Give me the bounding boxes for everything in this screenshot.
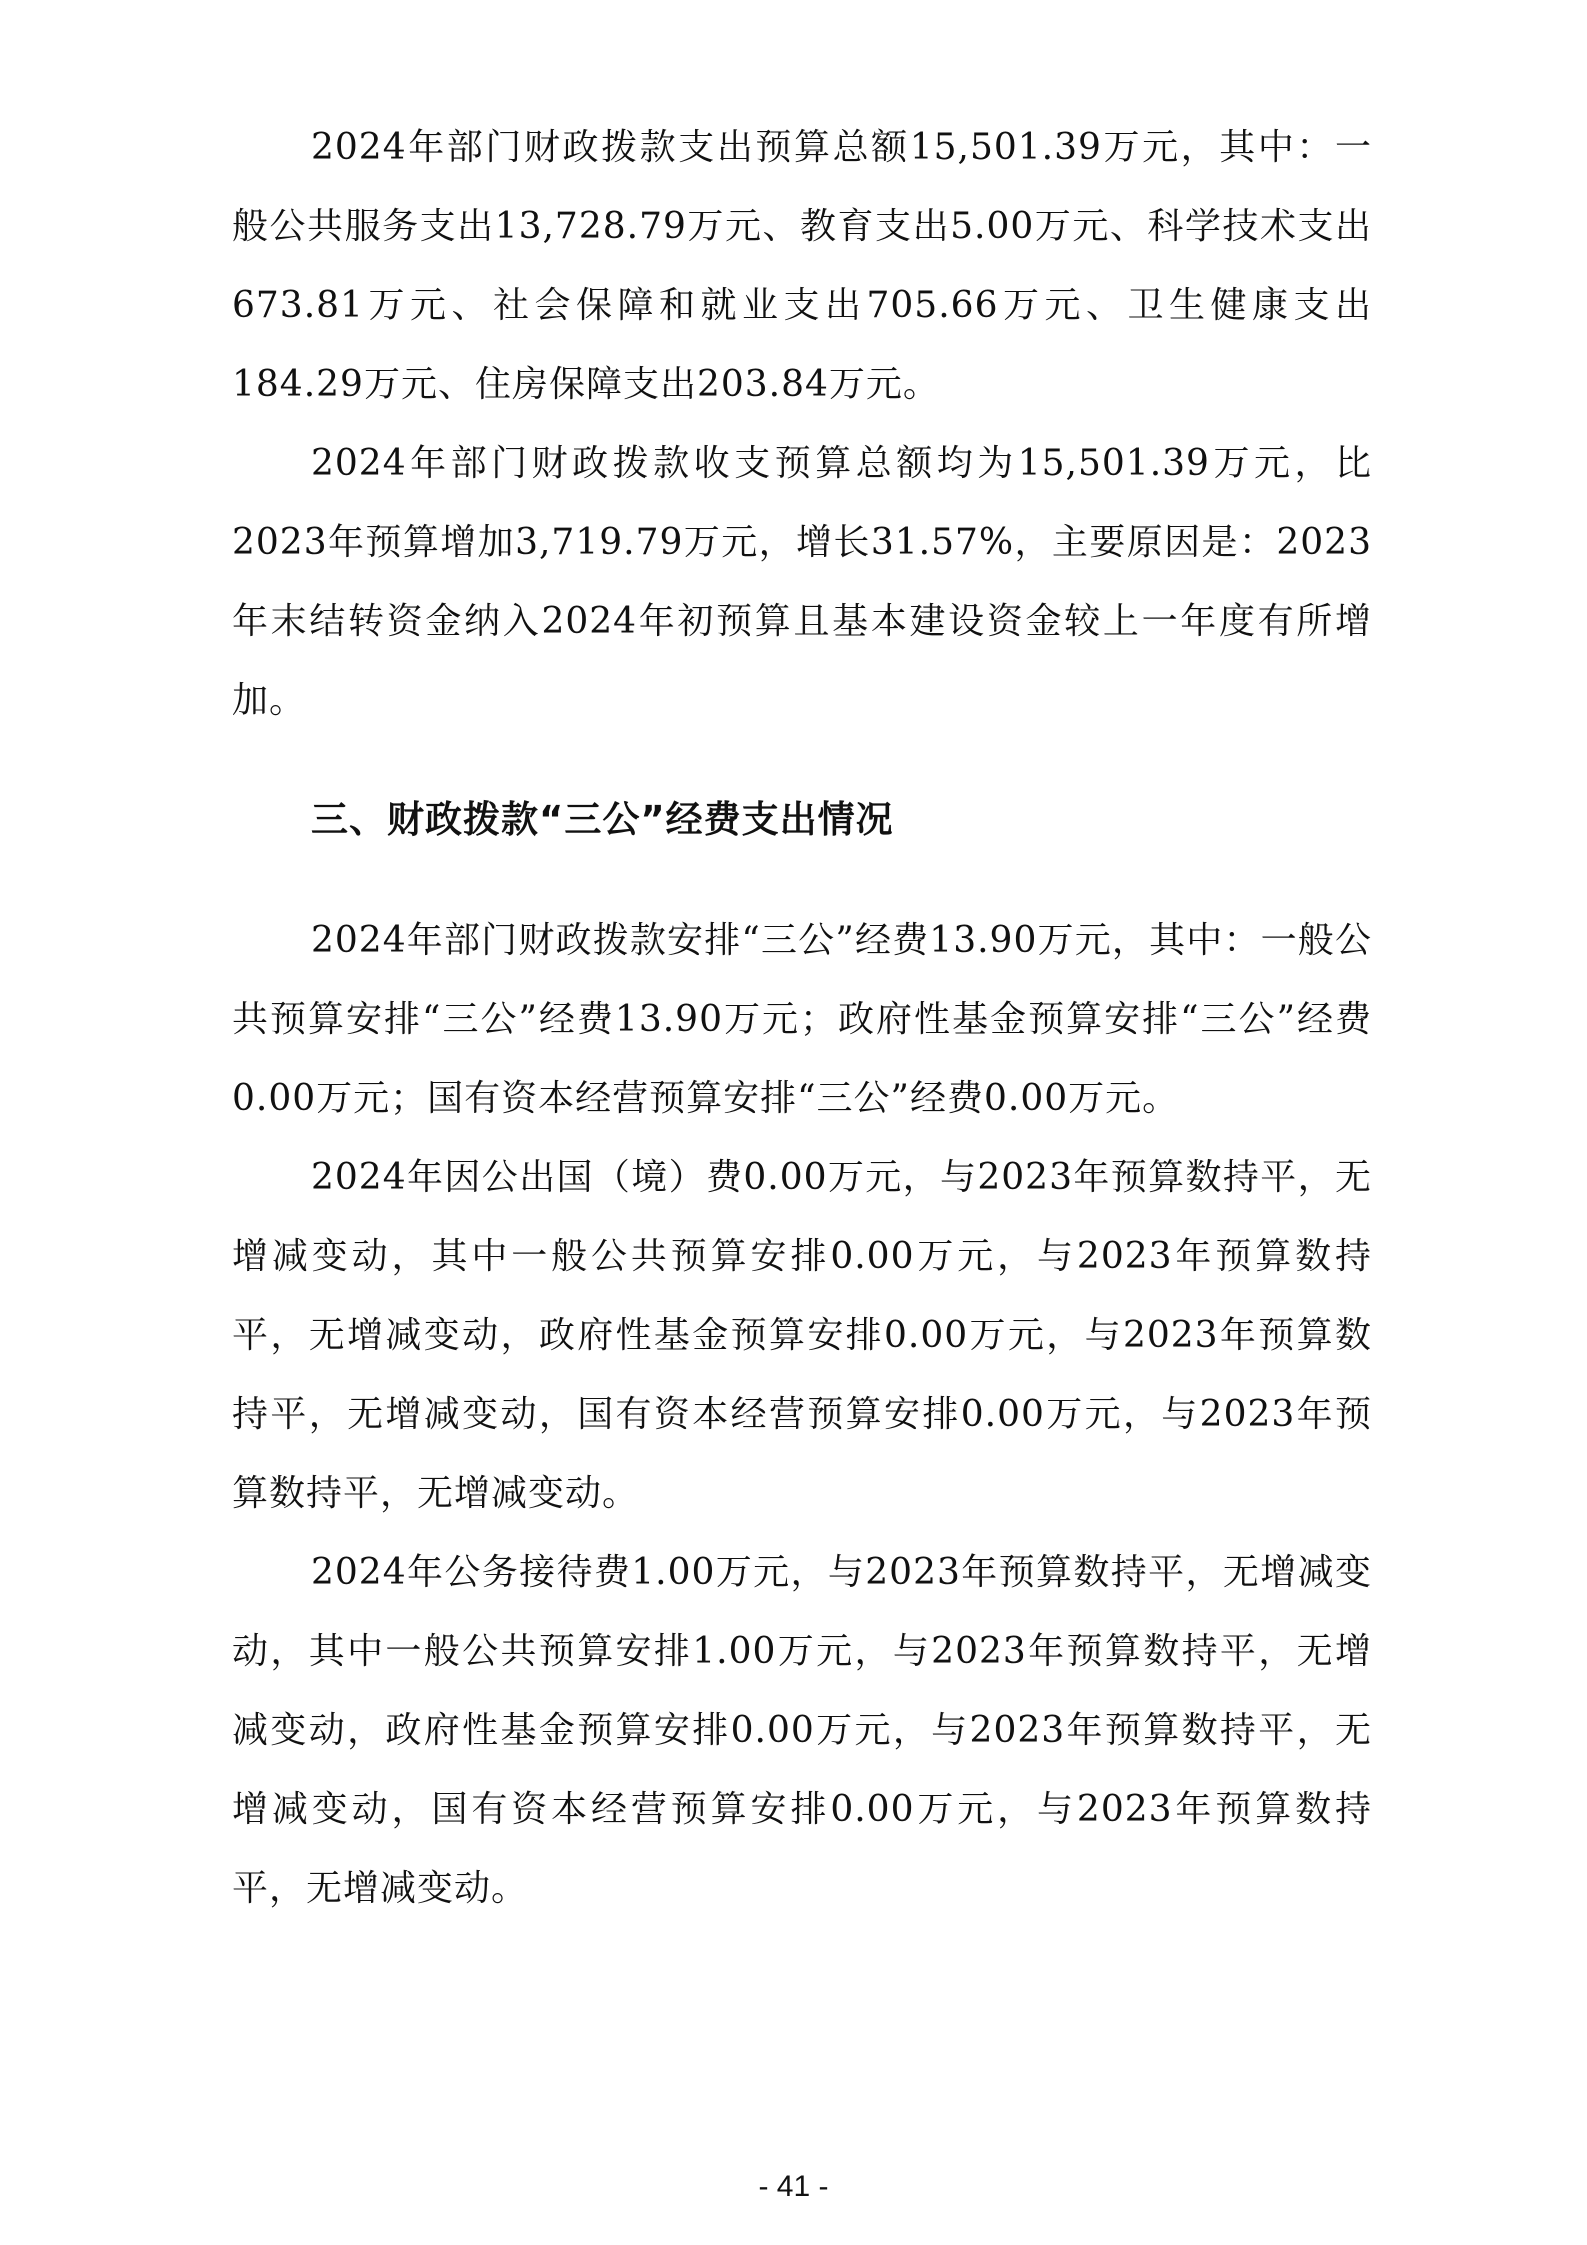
page-number: - 41 - <box>758 2170 829 2203</box>
paragraph-expenditure-total: 2024年部门财政拨款支出预算总额15,501.39万元，其中：一般公共服务支出13,728.79万元、教育支出5.00万元、科学技术支出673.81万元、社会保障和就业支出705.66万元、卫生健康支出184.29万元、住房保障支出203.84万元。 <box>232 127 1372 405</box>
paragraph-overseas-travel: 2024年因公出国（境）费0.00万元，与2023年预算数持平，无增减变动，其中一般公共预算安排0.00万元，与2023年预算数持平，无增减变动，政府性基金预算安排0.00万元，与2023年预算数持平，无增减变动，国有资本经营预算安排0.00万元，与2023年预算数持平，无增减变动。 <box>232 1157 1372 1514</box>
section-heading: 三、财政拨款“三公”经费支出情况 <box>311 798 894 841</box>
paragraph-official-reception: 2024年公务接待费1.00万元，与2023年预算数持平，无增减变动，其中一般公共预算安排1.00万元，与2023年预算数持平，无增减变动，政府性基金预算安排0.00万元，与2023年预算数持平，无增减变动，国有资本经营预算安排0.00万元，与2023年预算数持平，无增减变动。 <box>232 1552 1372 1909</box>
paragraph-three-public-total: 2024年部门财政拨款安排“三公”经费13.90万元，其中：一般公共预算安排“三公”经费13.90万元；政府性基金预算安排“三公”经费0.00万元；国有资本经营预算安排“三公”经费0.00万元。 <box>232 920 1372 1119</box>
paragraph-budget-change: 2024年部门财政拨款收支预算总额均为15,501.39万元，比2023年预算增加3,719.79万元，增长31.57%，主要原因是：2023年末结转资金纳入2024年初预算且基本建设资金较上一年度有所增加。 <box>232 443 1372 721</box>
document-body <box>232 108 1372 1928</box>
